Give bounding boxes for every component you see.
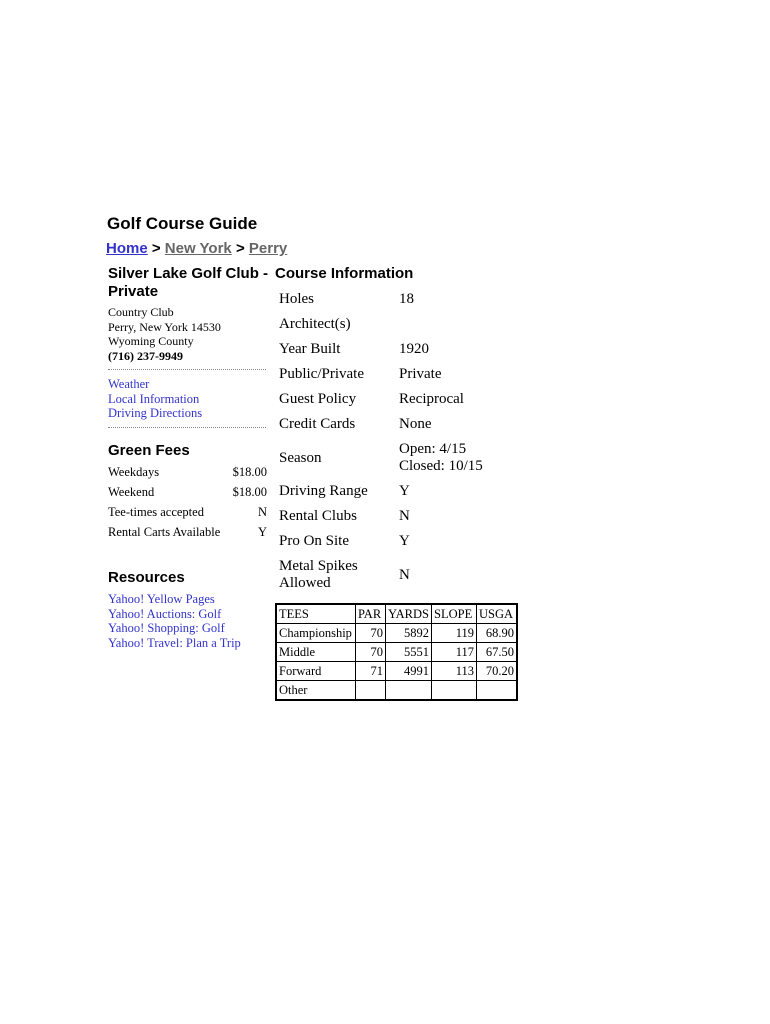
table-cell: 70 — [356, 643, 386, 662]
course-info-label: Metal Spikes — [279, 558, 358, 574]
course-info-label: Allowed — [279, 575, 331, 591]
fee-row — [108, 525, 267, 541]
course-info-label: Credit Cards — [279, 416, 356, 432]
table-cell: 71 — [356, 662, 386, 681]
table-cell — [356, 681, 386, 701]
table-cell: 5551 — [386, 643, 432, 662]
course-info-heading: Course Information — [275, 265, 414, 282]
table-header-cell: YARDS — [386, 604, 432, 624]
course-info-value: Y — [399, 483, 410, 499]
travel-plan-trip-link[interactable]: Yahoo! Travel: Plan a Trip — [108, 635, 241, 650]
table-row — [276, 662, 517, 681]
breadcrumb-state-link[interactable]: New York — [164, 240, 232, 257]
course-info-value: N — [399, 508, 410, 524]
fee-label: Tee-times accepted — [108, 505, 204, 519]
course-info-label: Driving Range — [279, 483, 368, 499]
table-row — [276, 643, 517, 662]
fee-row — [108, 465, 267, 481]
course-info-value: N — [399, 567, 410, 583]
club-type: Country Club — [108, 305, 174, 319]
table-cell: 4991 — [386, 662, 432, 681]
driving-directions-link[interactable]: Driving Directions — [108, 406, 203, 420]
fee-value: $18.00 — [232, 465, 267, 479]
table-cell: Forward — [276, 662, 356, 681]
fee-value: Y — [257, 525, 267, 539]
table-cell — [386, 681, 432, 701]
resources-heading: Resources — [108, 569, 185, 586]
course-info-label: Architect(s) — [279, 316, 351, 332]
course-info-value: Private — [399, 366, 442, 382]
course-info-label: Year Built — [279, 341, 341, 357]
shopping-golf-link[interactable]: Yahoo! Shopping: Golf — [108, 621, 225, 635]
club-city-line: Perry, New York 14530 — [108, 319, 221, 334]
breadcrumb-city-link[interactable]: Perry — [248, 240, 288, 257]
table-header-cell: SLOPE — [432, 604, 477, 624]
divider — [108, 369, 266, 370]
table-cell: 117 — [432, 643, 477, 662]
course-info-value: Reciprocal — [399, 391, 464, 407]
course-info-value: None — [399, 416, 432, 432]
table-header-cell: TEES — [276, 604, 356, 624]
page-title: Golf Course Guide — [107, 214, 258, 233]
course-info-value: 18 — [399, 291, 414, 307]
breadcrumb-home-link[interactable]: Home — [106, 240, 148, 257]
club-address — [108, 305, 221, 363]
auctions-golf-link[interactable]: Yahoo! Auctions: Golf — [108, 606, 222, 621]
table-cell: 70 — [356, 624, 386, 643]
table-cell: 70.20 — [477, 662, 518, 681]
course-info-value: Y — [399, 533, 410, 549]
breadcrumb-separator: > — [235, 240, 245, 257]
course-info-label: Holes — [279, 291, 314, 307]
fee-label: Weekend — [108, 485, 155, 499]
fee-row — [108, 505, 267, 521]
table-cell: 68.90 — [477, 624, 518, 643]
green-fees-heading: Green Fees — [108, 442, 190, 459]
fee-value: $18.00 — [232, 485, 267, 499]
course-info-label: Pro On Site — [279, 533, 350, 549]
fee-label: Weekdays — [108, 465, 160, 479]
table-header-cell: USGA — [477, 604, 518, 624]
club-name: Silver Lake Golf Club - Private — [108, 265, 269, 300]
fee-row — [108, 485, 267, 501]
quick-links — [108, 377, 202, 421]
course-info-value: Open: 4/15 — [399, 441, 467, 457]
table-cell: 67.50 — [477, 643, 518, 662]
yellow-pages-link[interactable]: Yahoo! Yellow Pages — [108, 592, 215, 606]
course-info-value: 1920 — [399, 341, 429, 357]
table-row — [276, 624, 517, 643]
fee-label: Rental Carts Available — [108, 525, 221, 539]
table-header-row — [276, 604, 517, 624]
course-info-value: Closed: 10/15 — [399, 458, 483, 474]
course-info-label: Season — [279, 450, 322, 466]
table-cell: 119 — [432, 624, 477, 643]
table-cell: Championship — [276, 624, 356, 643]
weather-link[interactable]: Weather — [108, 377, 150, 391]
table-cell: 5892 — [386, 624, 432, 643]
table-cell — [477, 681, 518, 701]
table-cell: Other — [276, 681, 356, 701]
tees-table — [275, 603, 518, 701]
course-info-label: Rental Clubs — [279, 508, 357, 524]
resources-links — [108, 592, 241, 650]
breadcrumb — [106, 240, 287, 257]
divider — [108, 427, 266, 428]
local-information-link[interactable]: Local Information — [108, 391, 200, 406]
club-phone: (716) 237-9949 — [108, 348, 183, 363]
fee-value: N — [257, 505, 267, 519]
course-info-label: Guest Policy — [279, 391, 357, 407]
breadcrumb-separator: > — [151, 240, 161, 257]
table-header-cell: PAR — [356, 604, 386, 624]
table-row — [276, 681, 517, 701]
club-county: Wyoming County — [108, 334, 194, 348]
table-cell: 113 — [432, 662, 477, 681]
course-info-label: Public/Private — [279, 366, 364, 382]
table-cell — [432, 681, 477, 701]
table-cell: Middle — [276, 643, 356, 662]
